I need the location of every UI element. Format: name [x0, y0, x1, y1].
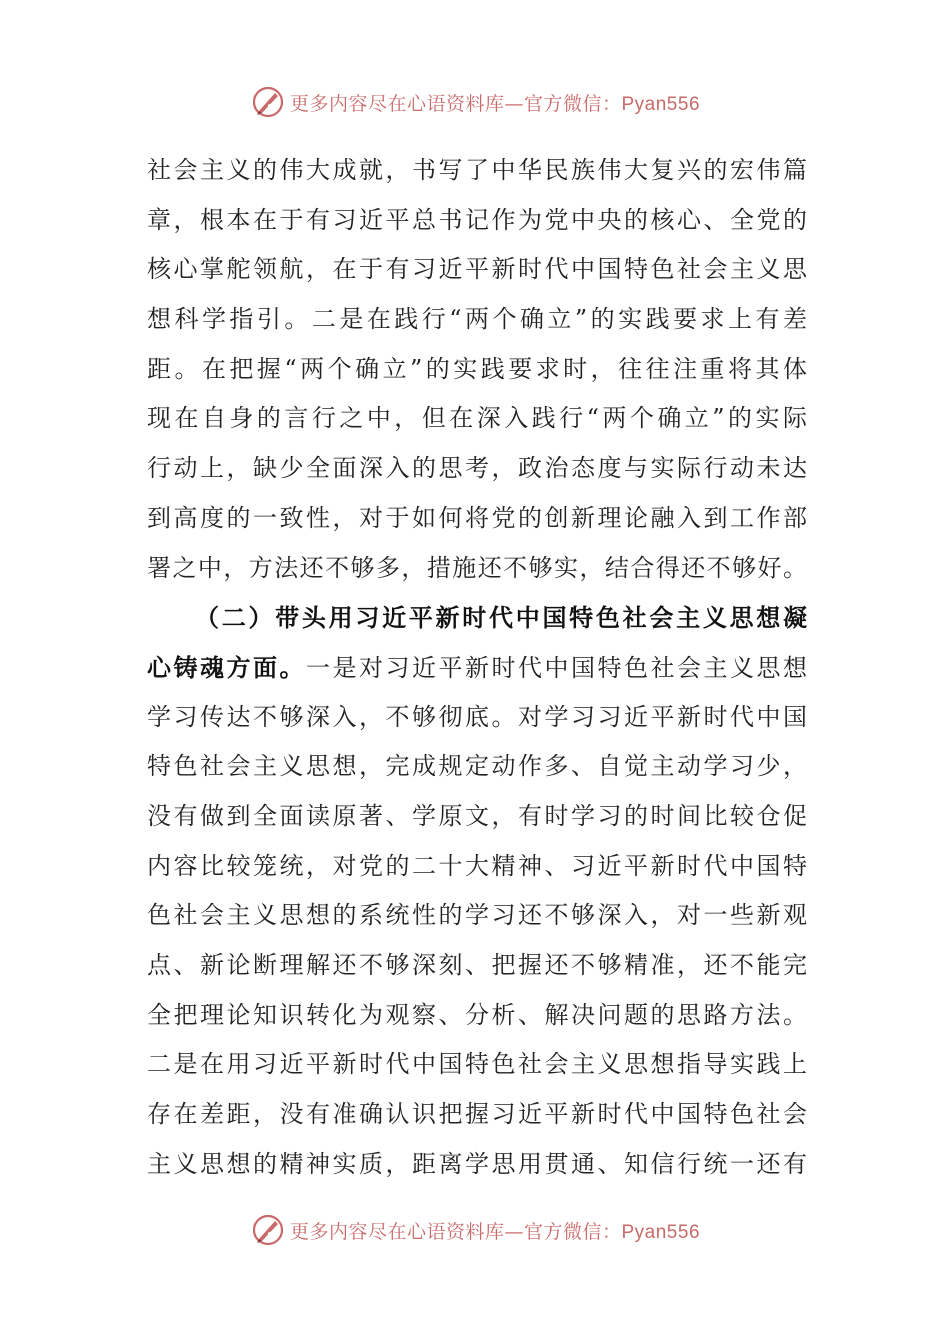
pen-logo-icon	[250, 1212, 286, 1248]
body-line: 主义思想的精神实质，距离学思用贯通、知信行统一还有	[147, 1149, 807, 1178]
watermark-text: 更多内容尽在心语资料库—官方微信：Pyan556	[289, 1220, 701, 1243]
body-line: 没有做到全面读原著、学原文，有时学习的时间比较仓促	[147, 801, 807, 830]
pen-logo-icon	[250, 84, 286, 120]
body-line: 想科学指引。二是在践行“两个确立”的实践要求上有差	[147, 305, 807, 334]
body-line: 学习传达不够深入，不够彻底。对学习习近平新时代中国	[147, 702, 807, 731]
body-line: 内容比较笼统，对党的二十大精神、习近平新时代中国特	[147, 851, 807, 880]
body-line: 存在差距，没有准确认识把握习近平新时代中国特色社会	[147, 1100, 807, 1129]
document-body	[147, 146, 807, 1189]
watermark-text: 更多内容尽在心语资料库—官方微信：Pyan556	[289, 92, 701, 115]
body-line: 点、新论断理解还不够深刻、把握还不够精准，还不能完	[147, 951, 807, 979]
section-heading-tail: 心铸魂方面。	[147, 652, 306, 682]
body-line: 全把理论知识转化为观察、分析、解决问题的思路方法。	[147, 1000, 807, 1029]
body-text: 一是对习近平新时代中国特色社会主义思想	[306, 653, 807, 682]
body-line: 章，根本在于有习近平总书记作为党中央的核心、全党的	[147, 205, 807, 234]
body-line: 社会主义的伟大成就，书写了中华民族伟大复兴的宏伟篇	[147, 156, 807, 184]
body-line: 到高度的一致性，对于如何将党的创新理论融入到工作部	[147, 503, 807, 532]
body-line: 距。在把握“两个确立”的实践要求时，往往注重将其体	[147, 354, 807, 383]
body-line: 行动上，缺少全面深入的思考，政治态度与实际行动未达	[147, 454, 807, 483]
body-line: 二是在用习近平新时代中国特色社会主义思想指导实践上	[147, 1050, 807, 1079]
section-heading: （二）带头用习近平新时代中国特色社会主义思想凝	[195, 603, 807, 633]
body-line: 核心掌舵领航，在于有习近平新时代中国特色社会主义思	[147, 255, 807, 284]
section-heading-continuation	[147, 643, 807, 693]
watermark-header	[0, 82, 950, 122]
body-line: 特色社会主义思想，完成规定动作多、自觉主动学习少，	[147, 752, 807, 781]
watermark-footer	[0, 1210, 950, 1250]
body-line: 署之中，方法还不够多，措施还不够实，结合得还不够好。	[147, 553, 807, 582]
body-line: 现在自身的言行之中，但在深入践行“两个确立”的实际	[147, 404, 807, 433]
body-line: 色社会主义思想的系统性的学习还不够深入，对一些新观	[147, 901, 807, 930]
